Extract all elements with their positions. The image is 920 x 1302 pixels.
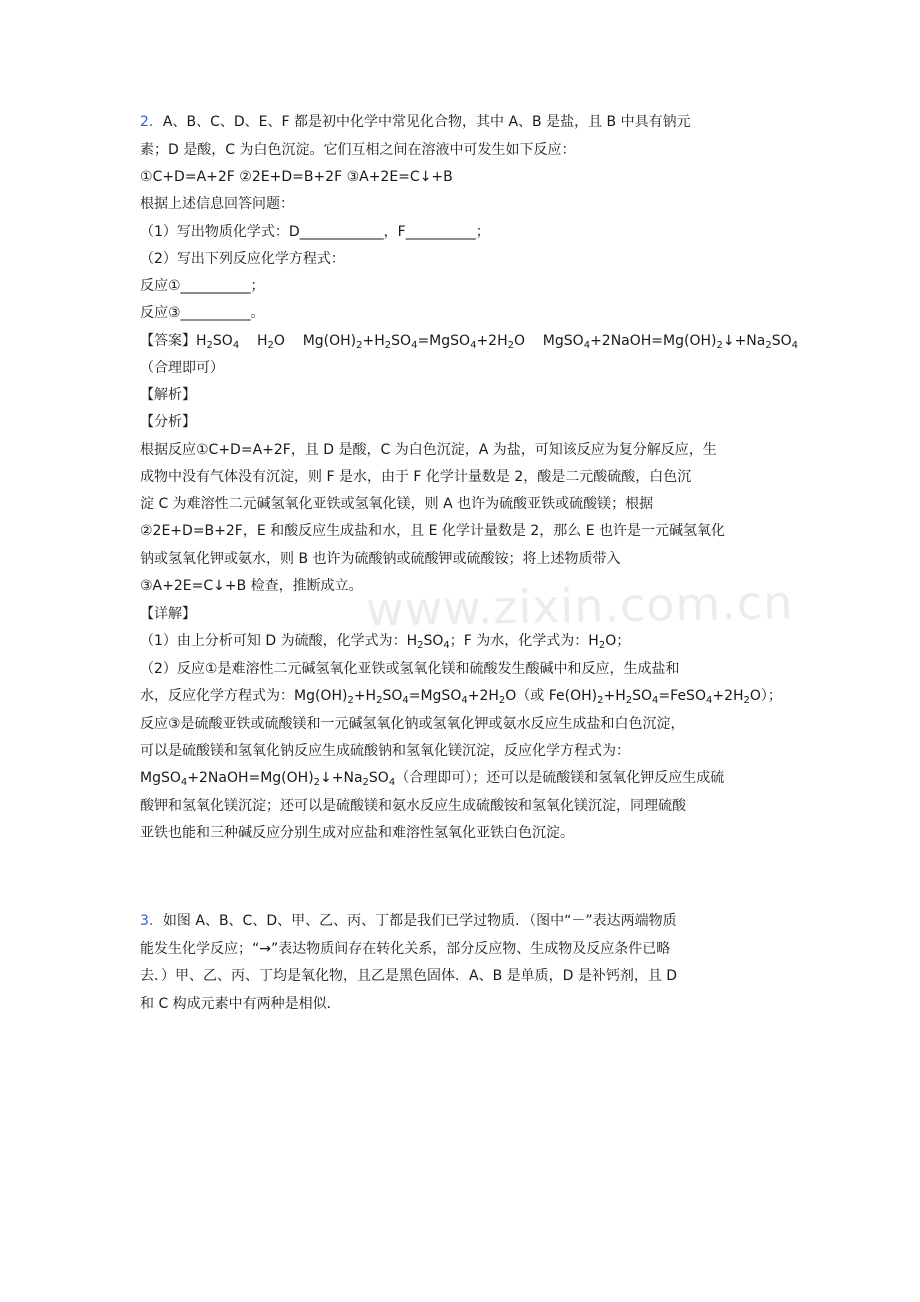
q2-detail-6: 酸钾和氢氧化镁沉淀；还可以是硫酸镁和氨水反应生成硫酸铵和氢氧化镁沉淀，同理硫酸: [140, 798, 686, 814]
q2-fenxi-heading: 【分析】: [140, 414, 196, 430]
q2-prompt: 根据上述信息回答问题：: [140, 196, 294, 212]
q2-intro-line-2: 素；D 是酸，C 为白色沉淀。它们互相之间在溶液中可发生如下反应：: [140, 142, 576, 158]
q2-intro-line-1: 2．A、B、C、D、E、F 都是初中化学中常见化合物，其中 A、B 是盐，且 B 中具有钠元: [140, 114, 691, 130]
q2-analysis-line-6: ③A+2E=C↓+B 检查，推断成立。: [140, 578, 363, 594]
q2-analysis-line-2: 成物中没有气体没有沉淀，则 F 是水，由于 F 化学计量数是 2，酸是二元酸硫酸，白色沉: [140, 469, 692, 485]
q2-detail-2a: （2）反应①是难溶性二元碱氢氧化亚铁或氢氧化镁和硫酸发生酸碱中和反应，生成盐和: [140, 661, 680, 677]
q2-number: 2: [140, 114, 149, 130]
q3-line-3: 去．）甲、乙、丙、丁均是氧化物，且乙是黑色固体．A、B 是单质，D 是补钙剂，且 D: [140, 968, 678, 984]
q2-detail-4: 可以是硫酸镁和氢氧化钠反应生成硫酸钠和氢氧化镁沉淀，反应化学方程式为：: [140, 743, 630, 759]
q2-detail-1: （1）由上分析可知 D 为硫酸，化学式为：$H_2SO_4$；F 为水，化学式为：$H_2O$；: [140, 633, 631, 651]
q3-line-1: 3．如图 A、B、C、D、甲、乙、丙、丁都是我们已学过物质．（图中“－”表达两端物质: [140, 913, 677, 929]
q2-detail-7: 亚铁也能和三种碱反应分别生成对应盐和难溶性氢氧化亚铁白色沉淀。: [140, 825, 574, 841]
q2-answer-note: （合理即可）: [140, 360, 224, 376]
q3-line-4: 和 C 构成元素中有两种是相似．: [140, 996, 341, 1012]
q2-analysis-line-5: 钠或氢氧化钾或氨水，则 B 也许为硫酸钠或硫酸钾或硫酸铵；将上述物质带入: [140, 551, 621, 567]
q2-detail-2b: 水，反应化学方程式为：$Mg(OH)_2+H_2SO_4=MgSO_4+2H_2O$（或 $Fe(OH)_2+H_2SO_4=FeSO_4+2H_2O$）；: [140, 688, 782, 706]
q3-line-2: 能发生化学反应；“→”表达物质间存在转化关系，部分反应物、生成物及反应条件已略: [140, 941, 671, 957]
watermark: www.zixin.com.cn: [365, 575, 794, 637]
q2-analysis-line-3: 淀 C 为难溶性二元碱氢氧化亚铁或氢氧化镁，则 A 也许为硫酸亚铁或硫酸镁；根据: [140, 496, 654, 512]
q3-number: 3: [140, 913, 149, 929]
q2-reaction-1-blank: 反应①__________；: [140, 278, 265, 294]
q2-subquestion-2: （2）写出下列反应化学方程式：: [140, 251, 345, 267]
q2-reactions: ①C+D=A+2F ②2E+D=B+2F ③A+2E=C↓+B: [140, 169, 453, 185]
q2-analysis-line-1: 根据反应①C+D=A+2F，且 D 是酸，C 为白色沉淀，A 为盐，可知该反应为复分解反应，生: [140, 442, 717, 458]
q2-answer: 【答案】$H_2SO_4$ $H_2O$ $Mg(OH)_2+H_2SO_4=MgSO_4+2H_2O$ $MgSO_4+2NaOH=Mg(OH)_2↓+Na_2SO_4$: [140, 333, 799, 351]
q2-analysis-line-4: ②2E+D=B+2F，E 和酸反应生成盐和水，且 E 化学计量数是 2，那么 E 也许是一元碱氢氧化: [140, 523, 725, 539]
q2-reaction-3-blank: 反应③__________。: [140, 305, 265, 321]
q2-detail-3: 反应③是硫酸亚铁或硫酸镁和一元碱氢氧化钠或氢氧化钾或氨水反应生成盐和白色沉淀，: [140, 716, 685, 732]
q2-subquestion-1: （1）写出物质化学式：D____________，F__________；: [140, 224, 490, 240]
q2-detail-5: $MgSO_4+2NaOH=Mg(OH)_2↓+Na_2SO_4$（合理即可）；还可以是硫酸镁和氢氧化钾反应生成硫: [140, 770, 725, 788]
q2-xiangjie-heading: 【详解】: [140, 606, 196, 622]
q2-jiexi-heading: 【解析】: [140, 387, 196, 403]
